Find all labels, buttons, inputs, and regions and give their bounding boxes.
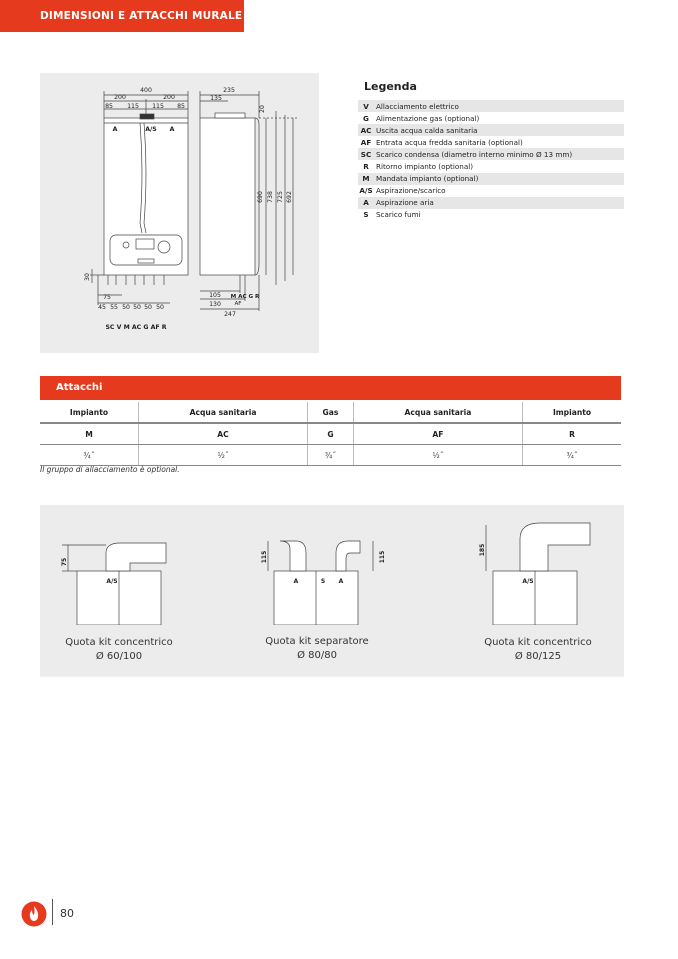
table-header-cell: Gas (308, 402, 354, 423)
table-header-cell: Impianto (40, 402, 138, 423)
kit1-caption-line1: Quota kit concentrico (65, 637, 173, 648)
dim-130: 130 (209, 301, 221, 308)
kit2-caption (232, 635, 402, 663)
legend-code: SC (360, 149, 372, 159)
legend-code: M (362, 174, 370, 184)
table-cell: ¾˝ (523, 445, 621, 466)
table-row-sizes (40, 445, 621, 466)
attacchi-table (40, 402, 621, 466)
dim-85-left: 85 (105, 103, 113, 110)
dim-135: 135 (210, 95, 222, 102)
kit3-caption-line1: Quota kit concentrico (484, 637, 592, 648)
legend-code: S (363, 210, 369, 220)
kit2-dim-left: 115 (261, 550, 268, 564)
legend-item (358, 136, 624, 148)
table-cell: ½˝ (353, 445, 522, 466)
side-connection-labels: M AC G R (230, 294, 260, 300)
kit3-label-as: A/S (522, 578, 534, 585)
dim-692: 692 (286, 191, 293, 203)
dim-725: 725 (277, 191, 284, 203)
section-title: DIMENSIONI E ATTACCHI MURALE (40, 10, 243, 22)
legend-item (358, 148, 624, 160)
legend-description: Alimentazione gas (optional) (376, 113, 480, 123)
legend-description: Aspirazione aria (376, 198, 434, 208)
legend-code: V (363, 101, 369, 111)
kit2-label-a-left: A (293, 578, 299, 585)
label-a-right: A (169, 126, 175, 133)
legend-title: Legenda (364, 80, 417, 93)
table-cell: ½˝ (138, 445, 307, 466)
legend-code: A/S (359, 186, 373, 196)
dim-105: 105 (209, 292, 221, 299)
attacchi-note: Il gruppo di allacciamento è optional. (40, 465, 180, 474)
legend-item (358, 173, 624, 185)
legend-list (358, 100, 624, 221)
table-header-cell: Acqua sanitaria (353, 402, 522, 423)
kit1-label-as: A/S (106, 578, 118, 585)
legend-description: Uscita acqua calda sanitaria (376, 125, 478, 135)
dim-200-left: 200 (114, 94, 126, 101)
legend-description: Scarico fumi (376, 210, 421, 220)
table-cell: M (40, 423, 138, 445)
legend (358, 80, 624, 221)
dim-85-right: 85 (177, 103, 185, 110)
kit3-caption-line2: Ø 80/125 (514, 651, 562, 662)
front-connection-labels: SC V M AC G AF R (105, 324, 167, 331)
dim-20: 20 (259, 105, 266, 113)
legend-code: AF (360, 137, 372, 147)
brand-flame-icon (21, 901, 47, 927)
label-as: A/S (145, 126, 157, 133)
dim-738: 738 (267, 191, 274, 203)
table-cell: ¾˝ (308, 445, 354, 466)
section-header-tab (0, 0, 244, 32)
kit2-caption-line1: Quota kit separatore (265, 636, 369, 647)
attacchi-header-bar (40, 376, 621, 400)
legend-item (358, 100, 624, 112)
dim-50-d: 50 (156, 304, 164, 311)
dim-115-left: 115 (127, 103, 139, 110)
dim-75: 75 (103, 294, 111, 301)
table-cell: AF (353, 423, 522, 445)
table-cell: ¾˝ (40, 445, 138, 466)
dim-690: 690 (257, 191, 264, 203)
legend-code: A (363, 198, 369, 208)
legend-code: R (363, 162, 369, 172)
legend-description: Entrata acqua fredda sanitaria (optional) (376, 137, 523, 147)
footer-divider (52, 899, 53, 925)
legend-item (358, 209, 624, 221)
legend-description: Mandata impianto (optional) (376, 174, 479, 184)
legend-item (358, 112, 624, 124)
dim-50-b: 50 (133, 304, 141, 311)
dim-50-a: 50 (122, 304, 130, 311)
dim-55: 55 (110, 304, 118, 311)
boiler-dimension-drawing (40, 73, 319, 353)
table-header-cell: Acqua sanitaria (138, 402, 307, 423)
attacchi-title: Attacchi (56, 382, 103, 393)
legend-item (358, 124, 624, 136)
table-cell: G (308, 423, 354, 445)
dim-30: 30 (84, 273, 91, 281)
legend-description: Aspirazione/scarico (376, 186, 446, 196)
legend-description: Ritorno impianto (optional) (376, 162, 474, 172)
legend-description: Allacciamento elettrico (376, 101, 459, 111)
dimension-drawing-panel (40, 73, 319, 353)
kit2-caption-line2: Ø 80/80 (297, 650, 337, 661)
legend-description: Scarico condensa (diametro interno minimo Ø 13 mm) (376, 149, 573, 159)
legend-item (358, 197, 624, 209)
legend-code: AC (360, 125, 372, 135)
table-cell: AC (138, 423, 307, 445)
kit1-dim: 75 (61, 557, 68, 567)
label-af-side: AF (234, 301, 242, 307)
flue-kits-drawing (40, 505, 624, 625)
legend-item (358, 185, 624, 197)
kit2-label-s: S (320, 578, 326, 585)
flue-kits-panel (40, 505, 624, 677)
kit1-caption-line2: Ø 60/100 (95, 651, 143, 662)
table-row-codes (40, 423, 621, 445)
dim-45: 45 (98, 304, 106, 311)
kit3-dim: 185 (479, 543, 486, 557)
kit2-dim-right: 115 (379, 550, 386, 564)
table-header-cell: Impianto (523, 402, 621, 423)
dim-50-c: 50 (144, 304, 152, 311)
dim-200-right: 200 (163, 94, 175, 101)
dim-235: 235 (223, 87, 235, 94)
kit2-label-a-right: A (338, 578, 344, 585)
page-number: 80 (60, 907, 74, 920)
kit1-caption (34, 636, 204, 664)
dim-400: 400 (140, 87, 152, 94)
dim-115-right: 115 (152, 103, 164, 110)
legend-item (358, 160, 624, 172)
dim-247: 247 (224, 311, 236, 318)
kit3-caption (453, 636, 623, 664)
legend-code: G (363, 113, 369, 123)
table-cell: R (523, 423, 621, 445)
table-header-row (40, 402, 621, 423)
label-a-left: A (112, 126, 118, 133)
